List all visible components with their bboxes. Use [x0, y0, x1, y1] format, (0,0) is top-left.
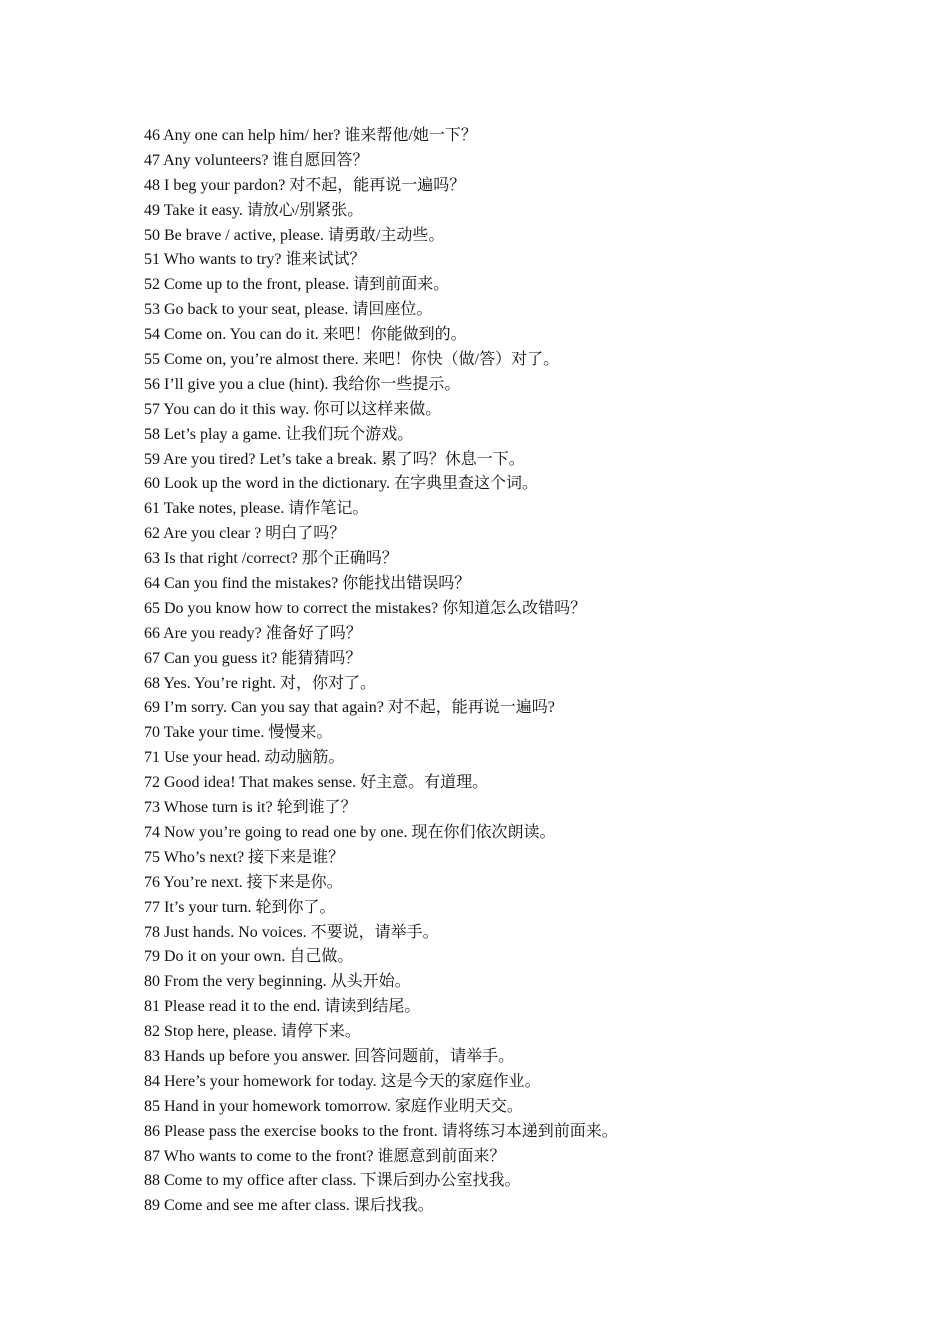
- phrase-line: 53 Go back to your seat, please. 请回座位。: [144, 301, 433, 319]
- phrase-list: [144, 124, 904, 1219]
- phrase-line: 73 Whose turn is it? 轮到谁了？: [144, 799, 357, 817]
- phrase-line: 55 Come on, you’re almost there. 来吧！你快（做/答）对了。: [144, 351, 560, 369]
- phrase-line: 52 Come up to the front, please. 请到前面来。: [144, 276, 450, 294]
- phrase-line: 66 Are you ready? 准备好了吗？: [144, 624, 362, 642]
- phrase-line: 60 Look up the word in the dictionary. 在字典里查这个词。: [144, 475, 539, 493]
- phrase-line: 76 You’re next. 接下来是你。: [144, 873, 343, 891]
- phrase-line: 65 Do you know how to correct the mistakes? 你知道怎么改错吗？: [144, 599, 587, 617]
- phrase-line: 68 Yes. You’re right. 对，你对了。: [144, 674, 377, 692]
- phrase-line: 62 Are you clear ? 明白了吗？: [144, 525, 346, 543]
- phrase-line: 67 Can you guess it? 能猜猜吗？: [144, 649, 362, 667]
- phrase-line: 61 Take notes, please. 请作笔记。: [144, 500, 369, 518]
- phrase-line: 54 Come on. You can do it. 来吧！你能做到的。: [144, 326, 467, 344]
- phrase-line: 51 Who wants to try? 谁来试试？: [144, 251, 366, 269]
- phrase-line: 58 Let’s play a game. 让我们玩个游戏。: [144, 425, 414, 443]
- phrase-line: 88 Come to my office after class. 下课后到办公室找我。: [144, 1172, 521, 1190]
- phrase-line: 70 Take your time. 慢慢来。: [144, 724, 333, 742]
- phrase-line: 89 Come and see me after class. 课后找我。: [144, 1197, 434, 1215]
- phrase-line: 46 Any one can help him/ her? 谁来帮他/她一下？: [144, 127, 477, 144]
- phrase-line: 81 Please read it to the end. 请读到结尾。: [144, 998, 421, 1016]
- phrase-line: 83 Hands up before you answer. 回答问题前，请举手。: [144, 1047, 515, 1065]
- phrase-line: 49 Take it easy. 请放心/别紧张。: [144, 201, 364, 219]
- phrase-line: 63 Is that right /correct? 那个正确吗？: [144, 550, 398, 568]
- phrase-line: 72 Good idea! That makes sense. 好主意。有道理。: [144, 774, 489, 792]
- phrase-line: 59 Are you tired? Let’s take a break. 累了吗？休息一下。: [144, 450, 525, 468]
- phrase-line: 84 Here’s your homework for today. 这是今天的家庭作业。: [144, 1072, 541, 1090]
- phrase-line: 48 I beg your pardon? 对不起，能再说一遍吗？: [144, 176, 466, 194]
- phrase-line: 64 Can you find the mistakes? 你能找出错误吗？: [144, 575, 471, 593]
- phrase-line: 87 Who wants to come to the front? 谁愿意到前面来？: [144, 1147, 506, 1165]
- phrase-line: 82 Stop here, please. 请停下来。: [144, 1023, 361, 1041]
- phrase-line: 77 It’s your turn. 轮到你了。: [144, 898, 336, 916]
- phrase-line: 69 I’m sorry. Can you say that again? 对不起，能再说一遍吗?: [144, 699, 555, 717]
- phrase-line: 78 Just hands. No voices. 不要说，请举手。: [144, 923, 439, 941]
- phrase-line: 74 Now you’re going to read one by one. 现在你们依次朗读。: [144, 823, 556, 841]
- phrase-line: 75 Who’s next? 接下来是谁？: [144, 848, 345, 866]
- phrase-line: 56 I’ll give you a clue (hint). 我给你一些提示。: [144, 375, 461, 393]
- phrase-line: 71 Use your head. 动动脑筋。: [144, 749, 345, 767]
- phrase-line: 57 You can do it this way. 你可以这样来做。: [144, 400, 442, 418]
- phrase-line: 86 Please pass the exercise books to the front. 请将练习本递到前面来。: [144, 1122, 618, 1140]
- phrase-line: 80 From the very beginning. 从头开始。: [144, 973, 411, 991]
- phrase-line: 79 Do it on your own. 自己做。: [144, 948, 354, 966]
- phrase-line: 85 Hand in your homework tomorrow. 家庭作业明天交。: [144, 1097, 523, 1115]
- phrase-line: 50 Be brave / active, please. 请勇敢/主动些。: [144, 226, 445, 244]
- phrase-line: 47 Any volunteers? 谁自愿回答？: [144, 151, 369, 169]
